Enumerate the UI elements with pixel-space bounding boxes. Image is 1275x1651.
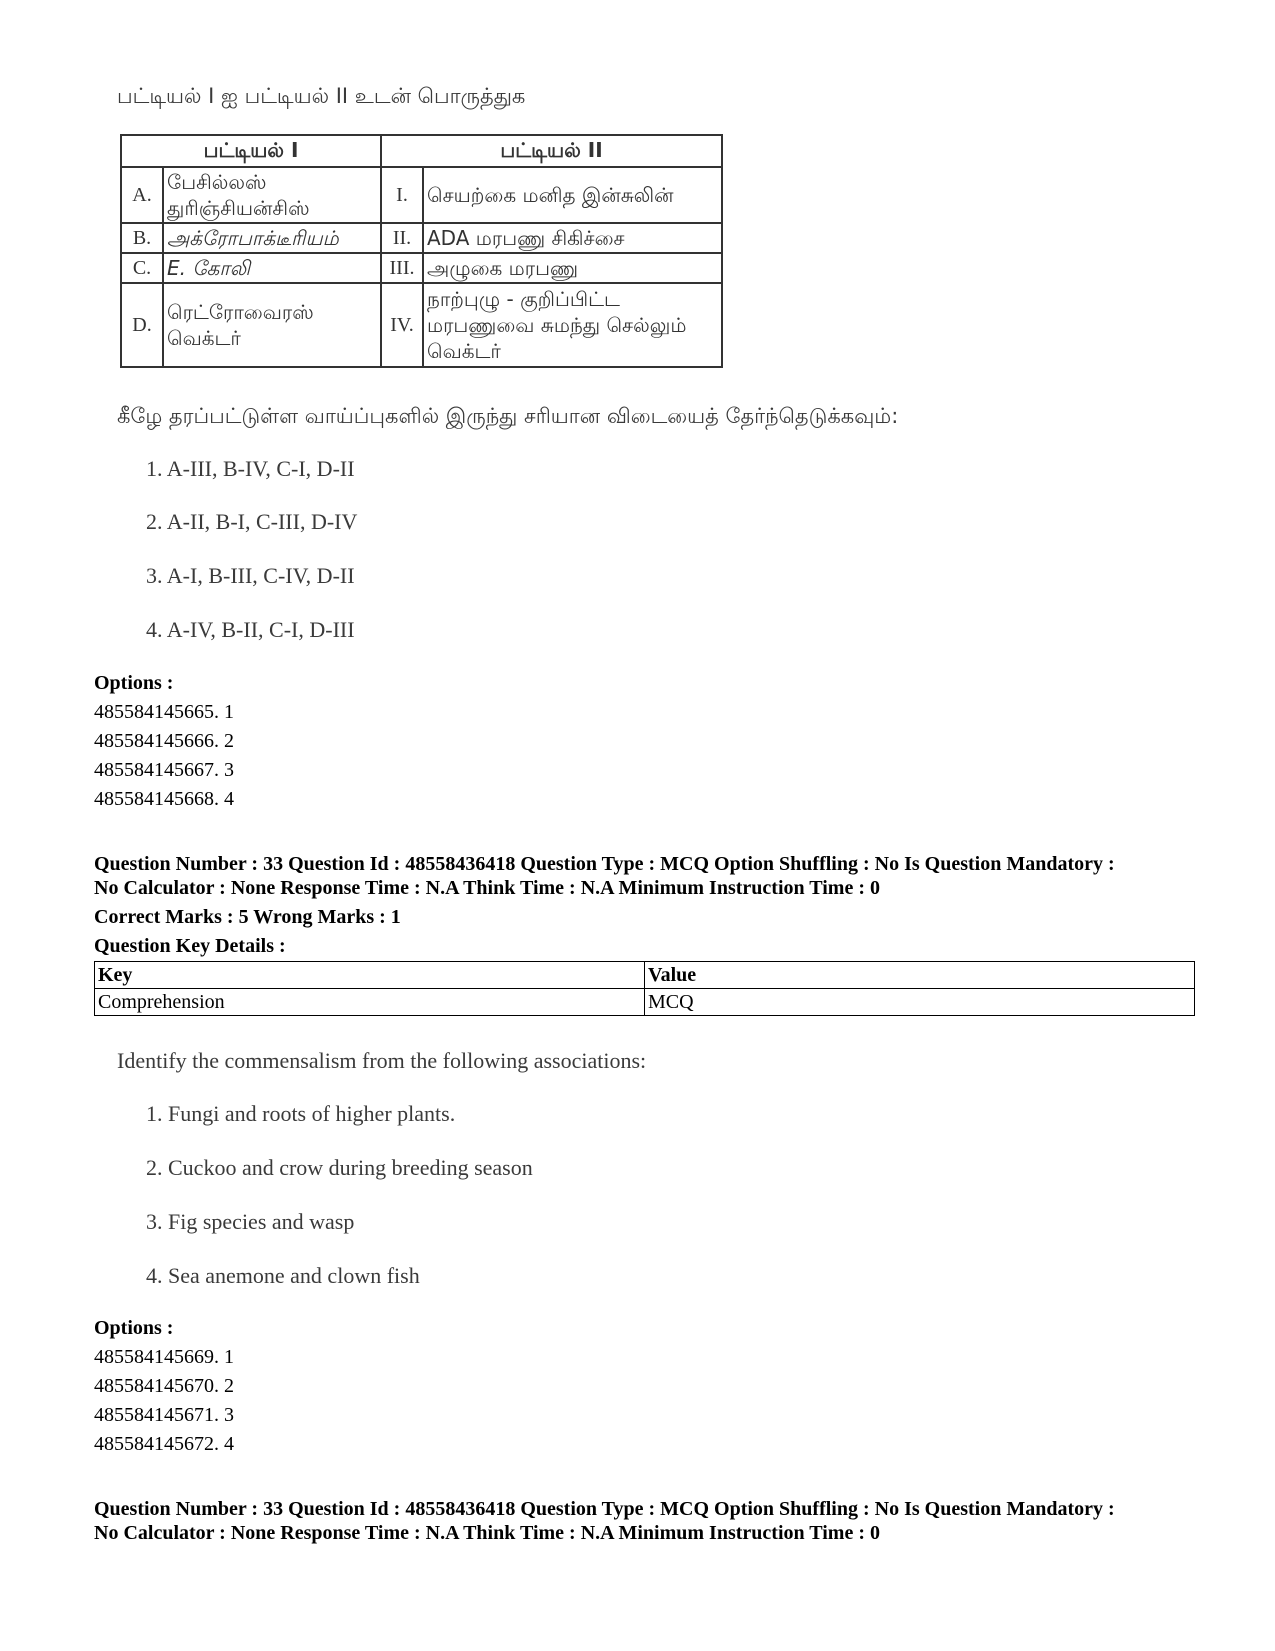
list-2-item: அழுகை மரபணு (423, 253, 722, 283)
choice-item: 2. A-II, B-I, C-III, D-IV (146, 509, 358, 534)
choice-item: 4. Sea anemone and clown fish (146, 1263, 420, 1288)
row-numeral: IV. (381, 283, 423, 367)
marks-line: Correct Marks : 5 Wrong Marks : 1 (94, 906, 401, 928)
list-1-header: பட்டியல் I (121, 135, 381, 167)
table-row (121, 167, 722, 223)
option-item: 485584145671. 3 (94, 1404, 234, 1426)
choice-item: 3. Fig species and wasp (146, 1209, 355, 1234)
list-1-item: ரெட்ரோவைரஸ் வெக்டர் (163, 283, 381, 367)
list-2-item: செயற்கை மனித இன்சுலின் (423, 167, 722, 223)
option-item: 485584145672. 4 (94, 1433, 234, 1455)
key-cell: Comprehension (95, 989, 645, 1016)
list-2-header: பட்டியல் II (381, 135, 722, 167)
table-row (121, 223, 722, 253)
option-item: 485584145667. 3 (94, 759, 234, 781)
question-meta-line: Question Number : 33 Question Id : 48558436418 Question Type : MCQ Option Shuffling : No Is Question Mandatory : (94, 1498, 1115, 1520)
options-heading: Options : (94, 672, 174, 694)
list-2-item: நாற்புழு - குறிப்பிட்ட மரபணுவை சுமந்து செல்லும் வெக்டர் (423, 283, 722, 367)
list-1-item: அக்ரோபாக்டீரியம் (163, 223, 381, 253)
q33-prompt: Identify the commensalism from the following associations: (117, 1048, 647, 1073)
question-meta-line: No Calculator : None Response Time : N.A Think Time : N.A Minimum Instruction Time : 0 (94, 877, 880, 899)
row-numeral: III. (381, 253, 423, 283)
choice-item: 1. Fungi and roots of higher plants. (146, 1101, 456, 1126)
match-table-header (121, 135, 722, 167)
q32-prompt: கீழே தரப்பட்டுள்ள வாய்ப்புகளில் இருந்து சரியான விடையைத் தேர்ந்தெடுக்கவும்: (117, 404, 899, 428)
list-1-item: பேசில்லஸ் துரிஞ்சியன்சிஸ் (163, 167, 381, 223)
table-row (121, 283, 722, 367)
choice-item: 3. A-I, B-III, C-IV, D-II (146, 563, 355, 588)
value-cell: MCQ (645, 989, 1195, 1016)
list-1-item: E. கோலி (163, 253, 381, 283)
row-label: B. (121, 223, 163, 253)
row-label: D. (121, 283, 163, 367)
key-details-heading: Question Key Details : (94, 935, 286, 957)
question-meta-line: Question Number : 33 Question Id : 48558436418 Question Type : MCQ Option Shuffling : No Is Question Mandatory : (94, 853, 1115, 875)
table-row (95, 989, 1195, 1016)
q32-instruction: பட்டியல் I ஐ பட்டியல் II உடன் பொருத்துக (117, 84, 526, 108)
options-heading: Options : (94, 1317, 174, 1339)
choice-item: 2. Cuckoo and crow during breeding season (146, 1155, 533, 1180)
key-column-header: Key (95, 962, 645, 989)
table-row (121, 253, 722, 283)
option-item: 485584145665. 1 (94, 701, 234, 723)
row-numeral: I. (381, 167, 423, 223)
row-label: A. (121, 167, 163, 223)
table-row (95, 962, 1195, 989)
value-column-header: Value (645, 962, 1195, 989)
option-item: 485584145666. 2 (94, 730, 234, 752)
row-label: C. (121, 253, 163, 283)
choice-item: 4. A-IV, B-II, C-I, D-III (146, 617, 355, 642)
choice-item: 1. A-III, B-IV, C-I, D-II (146, 456, 355, 481)
match-table (120, 134, 723, 368)
option-item: 485584145668. 4 (94, 788, 234, 810)
question-meta-line: No Calculator : None Response Time : N.A Think Time : N.A Minimum Instruction Time : 0 (94, 1522, 880, 1544)
option-item: 485584145670. 2 (94, 1375, 234, 1397)
option-item: 485584145669. 1 (94, 1346, 234, 1368)
list-2-item: ADA மரபணு சிகிச்சை (423, 223, 722, 253)
row-numeral: II. (381, 223, 423, 253)
key-details-table (94, 961, 1195, 1016)
